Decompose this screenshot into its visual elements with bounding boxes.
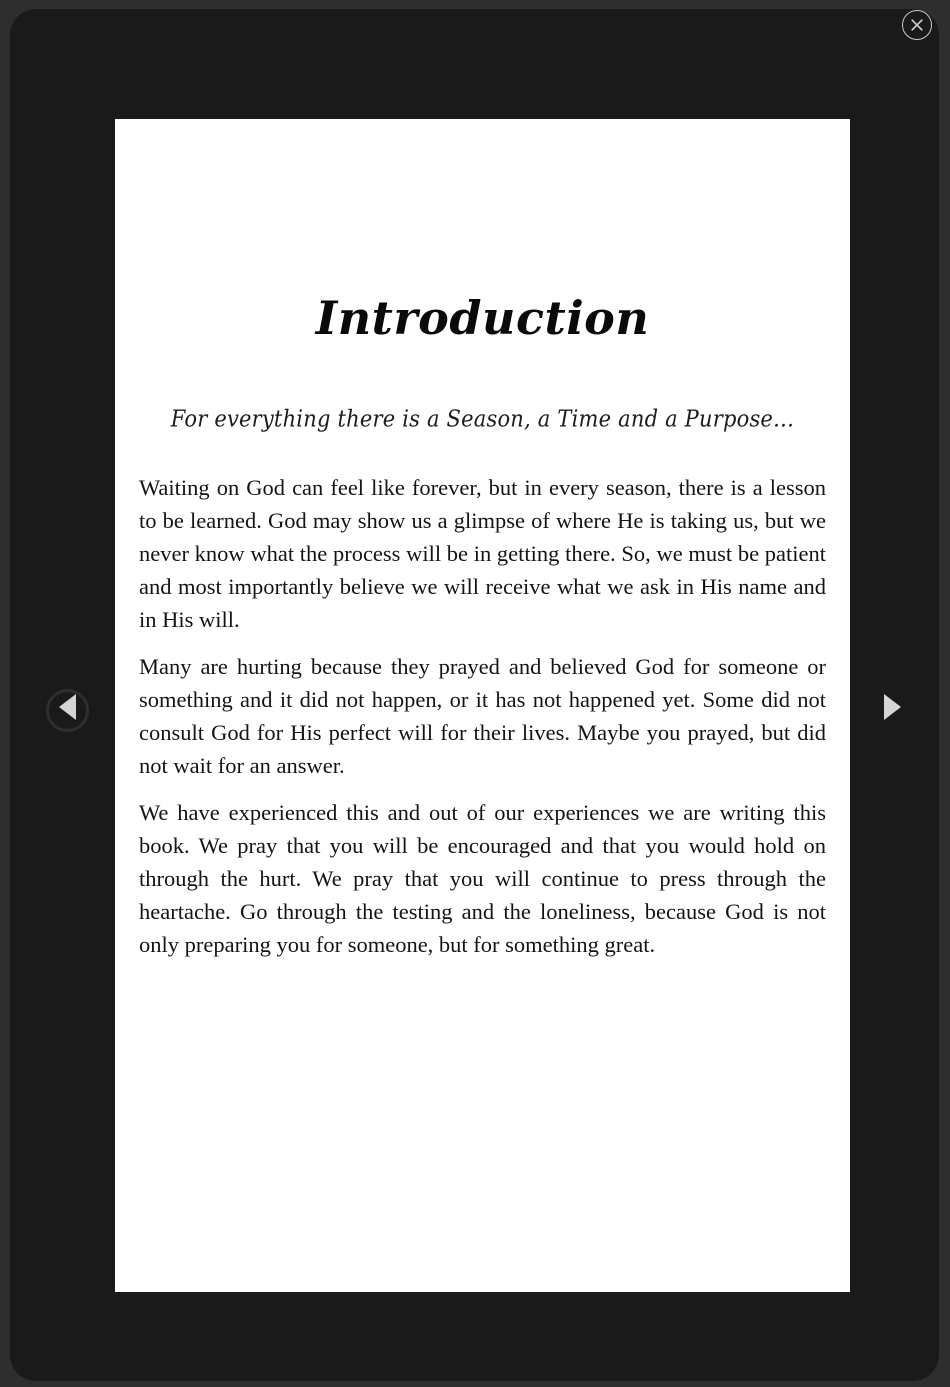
next-page-button[interactable] bbox=[869, 684, 915, 730]
body-paragraph: We have experienced this and out of our experiences we are writing this book. We pray that you will be encouraged and that you would hold on through the hurt. We pray that you will continue to press through the heartache. Go through the testing and the loneliness, because God is not only preparing you for someone, but for something great. bbox=[139, 800, 826, 958]
page-viewer-surface bbox=[10, 9, 939, 1381]
page-subtitle: For everything there is a Season, a Time and a Purpose… bbox=[170, 405, 795, 433]
previous-page-button[interactable] bbox=[43, 684, 89, 730]
caret-left-icon bbox=[59, 694, 76, 720]
close-icon bbox=[910, 18, 924, 32]
body-paragraph: Waiting on God can feel like forever, but in every season, there is a lesson to be learned. God may show us a glimpse of where He is taking us, but we never know what the process will be in getting there. So, we must be patient and most importantly believe we will receive what we ask in His name and in His will. bbox=[139, 475, 826, 633]
page-title: Introduction bbox=[315, 291, 650, 345]
book-page bbox=[115, 119, 850, 1292]
close-button[interactable] bbox=[902, 10, 932, 40]
page-body bbox=[139, 427, 826, 961]
body-paragraph: Many are hurting because they prayed and believed God for someone or something and it did not happen, or it has not happened yet. Some did not consult God for His perfect will for their lives. Maybe you prayed, but did not wait for an answer. bbox=[139, 654, 826, 779]
caret-right-icon bbox=[884, 694, 901, 720]
